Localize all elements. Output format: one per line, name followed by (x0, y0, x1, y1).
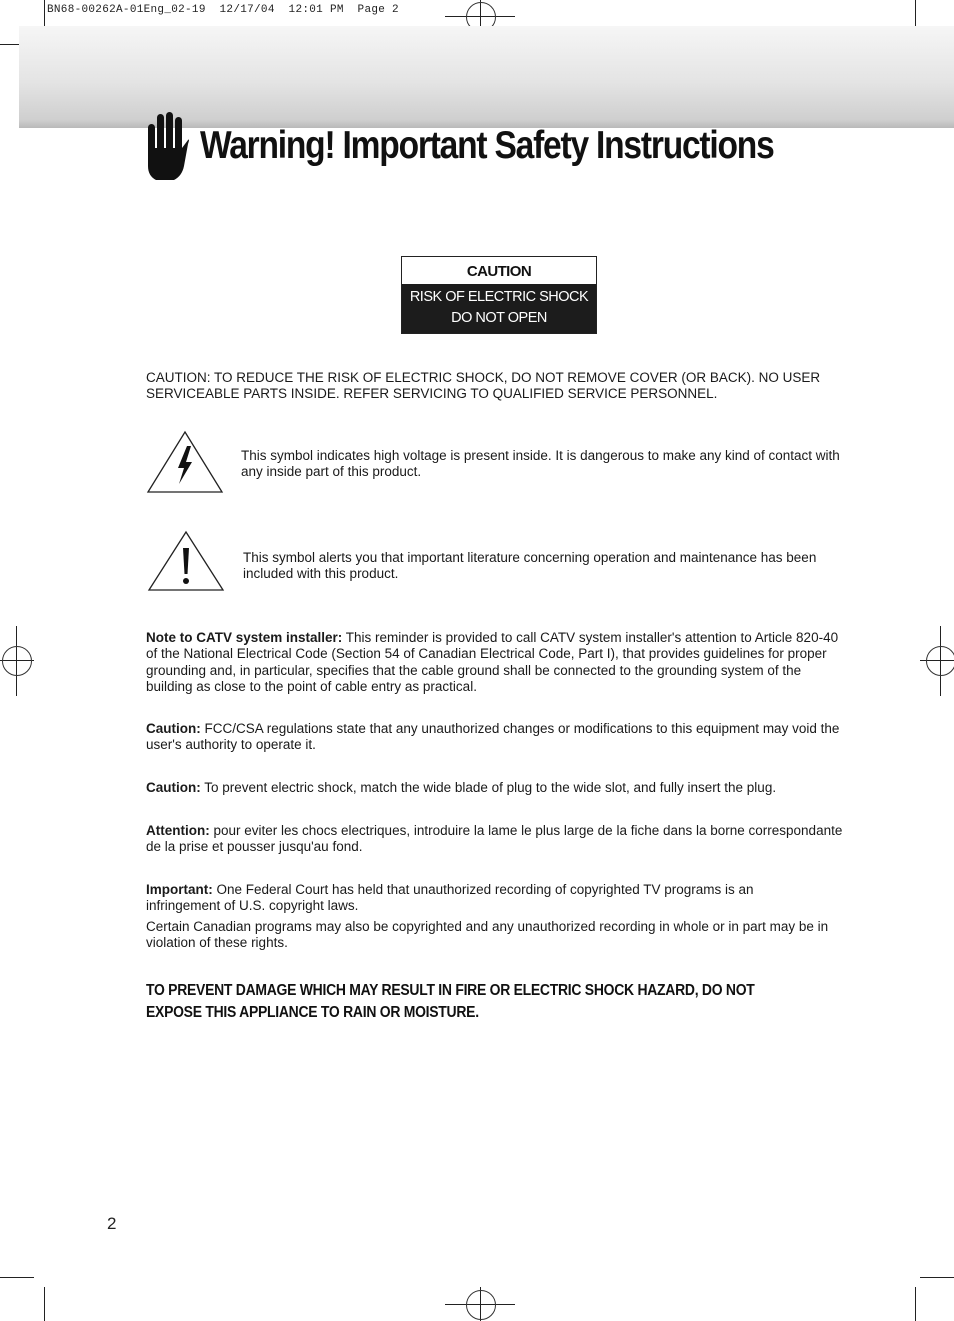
caution-line-2: DO NOT OPEN (451, 310, 547, 326)
caution-warning-band (402, 284, 596, 333)
important-text: One Federal Court has held that unauthorized recording of copyrighted TV programs is an infringement of U.S. copyright laws. (146, 882, 754, 914)
canadian-note: Certain Canadian programs may also be copyrighted and any unauthorized recording in whole or in part may be in violation of these rights. (146, 919, 829, 951)
fcc-caution-text: FCC/CSA regulations state that any unauthorized changes or modifications to this equipment may void the user's authority to operate it. (146, 721, 840, 753)
title-row (144, 108, 867, 184)
caution-line-1: RISK OF ELECTRIC SHOCK (409, 289, 589, 305)
attention-label: Attention: (146, 823, 210, 838)
print-slug: BN68-00262A-01Eng_02-19 12/17/04 12:01 PM Page 2 (47, 4, 399, 16)
caution-heading: CAUTION (466, 263, 532, 280)
plug-caution-label: Caution: (146, 780, 201, 795)
catv-note-text: This reminder is provided to call CATV system installer's attention to Article 820-40 of the National Electrical Code (Section 54 of Canadian Electrical Code, Part I), that provides guidelines for proper grounding and, in particular, specifies that the cable ground shall be connected to the grounding system of the building as close to the point of cable entry as practical. (146, 630, 839, 694)
fcc-caution (146, 721, 846, 754)
plug-caution (146, 780, 866, 796)
exclamation-text: This symbol alerts you that important literature concerning operation and maintenance has been included with this product. (243, 550, 817, 582)
hand-stop-icon (144, 110, 190, 182)
caution-statement: CAUTION: TO REDUCE THE RISK OF ELECTRIC SHOCK, DO NOT REMOVE COVER (OR BACK). NO USER SERVICEABLE PARTS INSIDE. REFER SERVICING TO QUALIFIED SERVICE PERSONNEL. (146, 370, 821, 402)
attention-note (146, 823, 846, 856)
attention-text: pour eviter les chocs electriques, introduire la lame le plus large de la fiche dans la borne correspondante de la prise et pousser jusqu'au fond. (146, 823, 843, 855)
important-note (146, 882, 826, 915)
final-warning: TO PREVENT DAMAGE WHICH MAY RESULT IN FIRE OR ELECTRIC SHOCK HAZARD, DO NOT EXPOSE THIS APPLIANCE TO RAIN OR MOISTURE. (146, 982, 755, 1021)
plug-caution-text: To prevent electric shock, match the wide blade of plug to the wide slot, and fully insert the plug. (200, 780, 777, 795)
exclamation-icon (147, 530, 225, 592)
high-voltage-icon (146, 430, 224, 494)
catv-note (146, 630, 846, 695)
page-title: Warning! Important Safety Instructions (200, 124, 774, 167)
caution-label (401, 256, 597, 334)
important-label: Important: (146, 882, 213, 897)
page-number: 2 (107, 1214, 117, 1233)
high-voltage-text: This symbol indicates high voltage is present inside. It is dangerous to make any kind of contact with any inside part of this product. (241, 448, 840, 480)
catv-note-label: Note to CATV system installer: (146, 630, 343, 645)
fcc-caution-label: Caution: (146, 721, 201, 736)
